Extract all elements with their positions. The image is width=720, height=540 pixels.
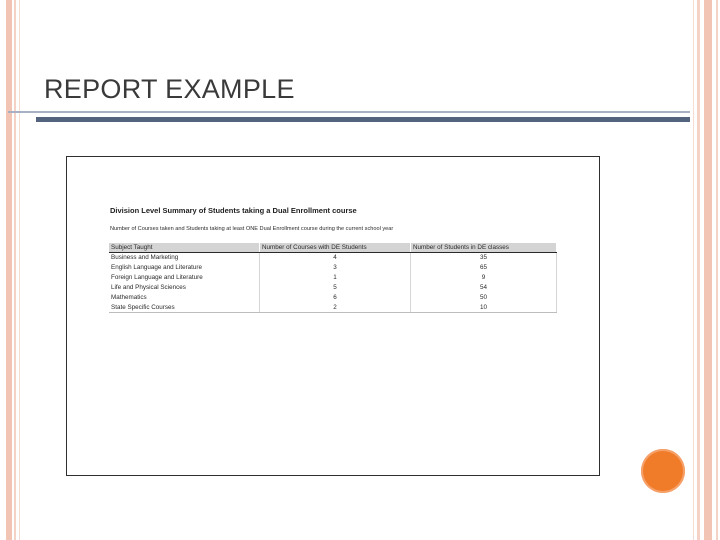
right-decorative-frame — [686, 0, 720, 540]
courses-cell: 5 — [260, 283, 411, 293]
frame-stripe — [716, 0, 718, 540]
subject-cell: Foreign Language and Literature — [111, 274, 203, 282]
frame-stripe — [693, 0, 694, 540]
title-underline-thin — [8, 111, 690, 113]
table-row — [109, 273, 557, 283]
students-cell: 10 — [411, 302, 557, 312]
column-header-students: Number of Students in DE classes — [411, 243, 557, 253]
courses-cell: 6 — [260, 293, 411, 303]
report-table — [109, 243, 557, 313]
students-cell: 35 — [411, 253, 557, 263]
subject-cell: Life and Physical Sciences — [111, 284, 186, 292]
subject-cell: State Specific Courses — [109, 302, 260, 312]
frame-stripe — [6, 0, 12, 540]
subject-cell: Mathematics — [111, 294, 147, 301]
table-row — [109, 283, 557, 293]
left-decorative-frame — [0, 0, 26, 540]
subject-cell: English Language and Literature — [111, 264, 203, 272]
students-cell: 50 — [411, 293, 557, 303]
frame-stripe — [697, 0, 700, 540]
table-header-row — [109, 243, 557, 253]
report-subheading: Number of Courses taken and Students taking at least ONE Dual Enrollment course during the current school year — [110, 226, 394, 232]
column-header-courses: Number of Courses with DE Students — [260, 243, 411, 253]
column-header-subject: Subject Taught — [109, 243, 260, 253]
table-row — [109, 293, 557, 303]
courses-cell: 4 — [260, 253, 411, 263]
table-row — [109, 302, 557, 312]
report-image-frame — [66, 156, 600, 476]
frame-stripe — [14, 0, 16, 540]
frame-stripe — [19, 0, 20, 540]
title-underline-thick — [36, 117, 690, 122]
students-cell: 9 — [411, 273, 557, 283]
courses-cell: 2 — [260, 302, 411, 312]
courses-cell: 1 — [260, 273, 411, 283]
orange-circle-decoration — [641, 449, 685, 493]
courses-cell: 3 — [260, 263, 411, 273]
slide-title: REPORT EXAMPLE — [44, 74, 295, 104]
table-row — [109, 263, 557, 273]
frame-stripe — [704, 0, 712, 540]
report-heading: Division Level Summary of Students taking a Dual Enrollment course — [110, 206, 357, 215]
subject-cell: Business and Marketing — [111, 254, 179, 262]
students-cell: 54 — [411, 283, 557, 293]
table-row — [109, 253, 557, 263]
students-cell: 65 — [411, 263, 557, 273]
